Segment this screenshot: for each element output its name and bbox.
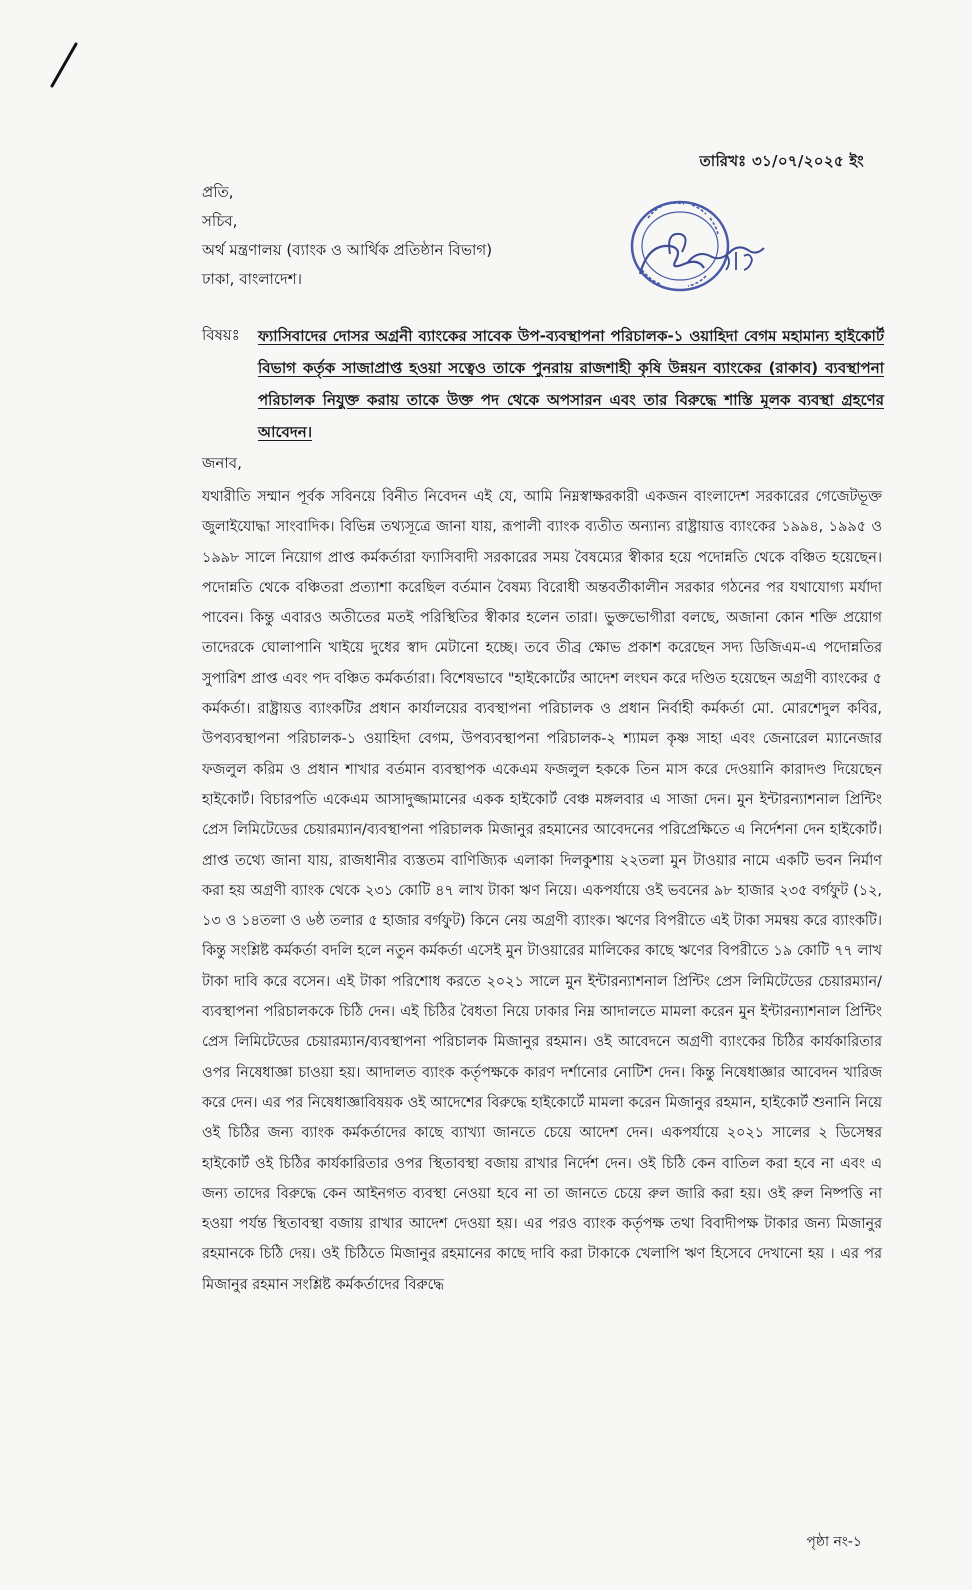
subject-label: বিষয়ঃ xyxy=(202,326,240,344)
recipient-designation: সচিব, xyxy=(202,212,238,230)
official-seal-stamp xyxy=(618,196,768,306)
recipient-to: প্রতি, xyxy=(202,183,234,201)
recipient-address xyxy=(202,178,492,294)
subject-text: ফ্যাসিবাদের দোসর অগ্রনী ব্যাংকের সাবেক উপ-ব্যবস্থাপনা পরিচালক-১ ওয়াহিদা বেগম মহামান্য হাইকোর্ট বিভাগ কর্তৃক সাজাপ্রাপ্ত হওয়া সত্বেও তাকে পুনরায় রাজশাহী কৃষি উন্নয়ন ব্যাংকের (রাকাব) ব্যবস্থাপনা পরিচালক নিযুক্ত করায় তাকে উক্ত পদ থেকে অপসারন এবং তার বিরুদ্ধে শাস্তি মূলক ব্যবস্থা গ্রহণের আবেদন। xyxy=(258,327,884,441)
recipient-office: অর্থ মন্ত্রণালয় (ব্যাংক ও আর্থিক প্রতিষ্ঠান বিভাগ) xyxy=(202,241,493,259)
recipient-location: ঢাকা, বাংলাদেশ। xyxy=(202,270,303,288)
salutation: জনাব, xyxy=(202,454,242,472)
handwritten-slash-mark xyxy=(44,40,84,90)
letter-date: তারিখঃ ৩১/০৭/২০২৫ ইং xyxy=(699,152,864,170)
page-number: পৃষ্ঠা নং-১ xyxy=(806,1534,862,1550)
letter-body: যথারীতি সম্মান পূর্বক সবিনয়ে বিনীত নিবেদন এই যে, আমি নিম্নস্বাক্ষরকারী একজন বাংলাদেশ সরকারের গেজেটভূক্ত জুলাইযোদ্ধা সাংবাদিক। বিভিন্ন তথ্যসূত্রে জানা যায়, রূপালী ব্যাংক ব্যতীত অন্যান্য রাষ্ট্রায়াত্ত ব্যাংকের ১৯৯৪, ১৯৯৫ ও ১৯৯৮ সালে নিয়োগ প্রাপ্ত কর্মকর্তারা ফ্যাসিবাদী সরকারের সময় বৈষম্যের স্বীকার হয়ে পদোন্নতি থেকে বঞ্চিত হয়েছেন। পদোন্নতি থেকে বঞ্চিতরা প্রত্যাশা করেছিল বর্তমান বৈষম্য বিরোধী অন্তবর্তীকালীন সরকার গঠনের পর যথাযোগ্য মর্যাদা পাবেন। কিন্তু এবারও অতীতের মতই পরিস্থিতির স্বীকার হলেন তারা। ভুক্তভোগীরা বলছে, অজানা কোন শক্তি প্রয়োগ তাদেরকে ঘোলাপানি খাইয়ে দুধের স্বাদ মেটানো হচ্ছে। তবে তীব্র ক্ষোভ প্রকাশ করেছেন সদ্য ডিজিএম-এ পদোন্নতির সুপারিশ প্রাপ্ত এবং পদ বঞ্চিত কর্মকর্তারা। বিশেষভাবে "হাইকোর্টের আদেশ লংঘন করে দণ্ডিত হয়েছেন অগ্রণী ব্যাংকের ৫ কর্মকর্তা। রাষ্ট্রায়ত্ত ব্যাংকটির প্রধান কার্যালয়ের ব্যবস্থাপনা পরিচালক ও প্রধান নির্বাহী কর্মকর্তা মো. মোরশেদুল কবির, উপব্যবস্থাপনা পরিচালক-১ ওয়াহিদা বেগম, উপব্যবস্থাপনা পরিচালক-২ শ্যামল কৃষ্ণ সাহা এবং জেনারেল ম্যানেজার ফজলুল করিম ও প্রধান শাখার বর্তমান ব্যবস্থাপক একেএম ফজলুল হককে তিন মাস করে দেওয়ানি কারাদণ্ড দিয়েছেন হাইকোর্ট। বিচারপতি একেএম আসাদুজ্জামানের একক হাইকোর্ট বেঞ্চ মঙ্গলবার এ সাজা দেন। মুন ইন্টারন্যাশনাল প্রিন্টিং প্রেস লিমিটেডের চেয়ারম্যান/ব্যবস্থাপনা পরিচালক মিজানুর রহমানের আবেদনের পরিপ্রেক্ষিতে এ নির্দেশনা দেন হাইকোর্ট। প্রাপ্ত তথ্যে জানা যায়, রাজধানীর ব্যস্ততম বাণিজ্যিক এলাকা দিলকুশায় ২২তলা মুন টাওয়ার নামে একটি ভবন নির্মাণ করা হয় অগ্রণী ব্যাংক থেকে ২৩১ কোটি ৪৭ লাখ টাকা ঋণ নিয়ে। একপর্যায়ে ওই ভবনের ৯৮ হাজার ২৩৫ বর্গফুট (১২, ১৩ ও ১৪তলা ও ৬ষ্ঠ তলার ৫ হাজার বর্গফুট) কিনে নেয় অগ্রণী ব্যাংক। ঋণের বিপরীতে এই টাকা সমন্বয় করে ব্যাংকটি। কিন্তু সংশ্লিষ্ট কর্মকর্তা বদলি হলে নতুন কর্মকর্তা এসেই মুন টাওয়ারের মালিকের কাছে ঋণের বিপরীতে ১৯ কোটি ৭৭ লাখ টাকা দাবি করে বসেন। এই টাকা পরিশোধ করতে ২০২১ সালে মুন ইন্টারন্যাশনাল প্রিন্টিং প্রেস লিমিটেডের চেয়ারম্যান/ব্যবস্থাপনা পরিচালককে চিঠি দেন। এই চিঠির বৈধতা নিয়ে ঢাকার নিম্ন আদালতে মামলা করেন মুন ইন্টারন্যাশনাল প্রিন্টিং প্রেস লিমিটেডের চেয়ারম্যান/ব্যবস্থাপনা পরিচালক মিজানুর রহমান। ওই আবেদনে অগ্রণী ব্যাংকের চিঠির কার্যকারিতার ওপর নিষেধাজ্ঞা চাওয়া হয়। আদালত ব্যাংক কর্তৃপক্ষকে কারণ দর্শানোর নোটিশ দেন। কিন্তু নিষেধাজ্ঞার আবেদন খারিজ করে দেন। এর পর নিষেধাজ্ঞাবিষয়ক ওই আদেশের বিরুদ্ধে হাইকোর্টে মামলা করেন মিজানুর রহমান, হাইকোর্ট শুনানি নিয়ে ওই চিঠির জন্য ব্যাংক কর্মকর্তাদের কাছে ব্যাখ্যা জানতে চেয়ে আদেশ দেন। একপর্যায়ে ২০২১ সালের ২ ডিসেম্বর হাইকোর্ট ওই চিঠির কার্যকারিতার ওপর স্থিতাবস্থা বজায় রাখার নির্দেশ দেন। ওই চিঠি কেন বাতিল করা হবে না এবং এ জন্য তাদের বিরুদ্ধে কেন আইনগত ব্যবস্থা নেওয়া হবে না তা জানতে চেয়ে রুল জারি করা হয়। ওই রুল নিষ্পত্তি না হওয়া পর্যন্ত স্থিতাবস্থা বজায় রাখার আদেশ দেওয়া হয়। এর পরও ব্যাংক কর্তৃপক্ষ তথা বিবাদীপক্ষ টাকার জন্য মিজানুর রহমানকে চিঠি দেয়। ওই চিঠিতে মিজানুর রহমানের কাছে দাবি করা টাকাকে খেলাপি ঋণ হিসেবে দেখানো হয় । এর পর মিজানুর রহমান সংশ্লিষ্ট কর্মকর্তাদের বিরুদ্ধে xyxy=(202,489,882,1293)
